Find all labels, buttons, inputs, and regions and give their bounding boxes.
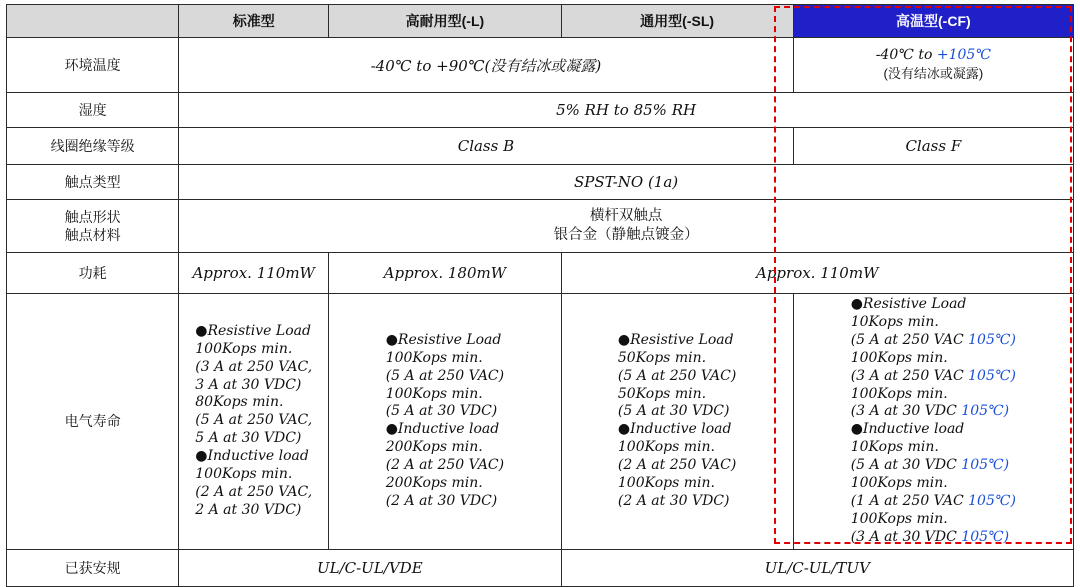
row-contact-type: [7, 165, 1074, 200]
life-line: (2 A at 30 VDC): [385, 492, 498, 509]
life-line: 10Kops min.: [850, 313, 939, 330]
table-header-row: [7, 5, 1074, 38]
life-line: ●Resistive Load: [385, 331, 502, 348]
value-contact-form-material: [179, 200, 1074, 253]
header-general-sl: 通用型(-SL): [561, 5, 793, 38]
value-approvals-left: UL/C-UL/VDE: [179, 549, 561, 586]
value-approvals-right: UL/C-UL/TUV: [561, 549, 1074, 586]
row-ambient-temperature: [7, 38, 1074, 93]
value-contact-material: 银合金（静触点镀金）: [553, 227, 699, 243]
row-electrical-life: [7, 294, 1074, 550]
life-line: 100Kops min.: [850, 475, 948, 492]
life-line: 100Kops min.: [850, 385, 948, 402]
life-line: (5 A at 30 VDC 105℃): [850, 457, 1010, 474]
label-contact-type: 触点类型: [7, 165, 179, 200]
life-line: (2 A at 250 VAC): [385, 457, 505, 474]
life-line: 3 A at 30 VDC): [195, 376, 302, 393]
value-power-standard: Approx. 110mW: [179, 253, 329, 294]
life-line: (5 A at 250 VAC,: [195, 412, 313, 429]
life-line: 200Kops min.: [385, 439, 483, 456]
value-contact-type: SPST-NO (1a): [179, 165, 1074, 200]
life-line: ●Inductive load: [617, 421, 732, 438]
life-line: 100Kops min.: [850, 510, 948, 527]
label-contact-material: 触点材料: [64, 227, 121, 243]
life-temp-highlight: 105℃): [968, 367, 1016, 384]
label-electrical-life: 电气寿命: [7, 294, 179, 550]
life-line: (2 A at 30 VDC): [617, 492, 730, 509]
life-line: 10Kops min.: [850, 439, 939, 456]
spec-sheet: [0, 4, 1080, 577]
label-approvals: 已获安规: [7, 549, 179, 586]
label-ambient-temperature: 环境温度: [7, 38, 179, 93]
value-coil-class-merged: Class B: [179, 128, 794, 165]
value-ambient-temperature-merged: -40℃ to +90℃(没有结冰或凝露): [179, 38, 794, 93]
life-line: (3 A at 30 VDC 105℃): [850, 403, 1010, 420]
row-coil-insulation-class: [7, 128, 1074, 165]
ambient-cf-range-prefix: -40℃ to: [875, 47, 937, 64]
life-line: (5 A at 250 VAC 105℃): [850, 331, 1016, 348]
life-line: 2 A at 30 VDC): [195, 501, 302, 518]
life-line: (5 A at 250 VAC): [617, 367, 737, 384]
life-line: ●Resistive Load: [617, 331, 734, 348]
life-line: 100Kops min.: [385, 349, 483, 366]
label-humidity: 湿度: [7, 93, 179, 128]
row-humidity: [7, 93, 1074, 128]
life-temp-highlight: 105℃): [968, 492, 1016, 509]
life-temp-highlight: 105℃): [961, 457, 1010, 474]
life-line: (2 A at 250 VAC): [617, 457, 737, 474]
life-line: (5 A at 30 VDC): [617, 403, 730, 420]
life-line: (5 A at 250 VAC): [385, 367, 505, 384]
value-power-sl-cf: Approx. 110mW: [561, 253, 1074, 294]
life-line: 50Kops min.: [617, 385, 707, 402]
life-line: 80Kops min.: [195, 394, 284, 411]
value-life-sl: [561, 294, 793, 550]
life-line: (3 A at 250 VAC 105℃): [850, 367, 1016, 384]
life-line: ●Inductive load: [850, 421, 965, 438]
life-temp-highlight: 105℃): [961, 528, 1010, 545]
life-line: 50Kops min.: [617, 349, 707, 366]
value-ambient-temperature-cf: [793, 38, 1073, 93]
life-line: 100Kops min.: [850, 349, 948, 366]
ambient-cf-note: (没有结冰或凝露): [883, 66, 984, 81]
value-life-cf: [793, 294, 1073, 550]
life-temp-highlight: 105℃): [968, 331, 1016, 348]
ambient-cf-range-high: +105℃: [936, 47, 991, 64]
value-life-standard: [179, 294, 329, 550]
life-line: ●Resistive Load: [850, 296, 967, 312]
value-contact-form: 横杆双触点: [589, 208, 663, 225]
life-line: ●Inductive load: [195, 448, 309, 465]
value-coil-class-cf: Class F: [793, 128, 1073, 165]
life-line: ●Inductive load: [385, 421, 500, 438]
life-line: 5 A at 30 VDC): [195, 430, 302, 447]
life-line: 100Kops min.: [195, 466, 293, 483]
specification-table: [6, 4, 1074, 587]
label-contact-form-material: [7, 200, 179, 253]
life-line: 100Kops min.: [195, 340, 293, 357]
header-blank: [7, 5, 179, 38]
life-line: (5 A at 30 VDC): [385, 403, 498, 420]
life-temp-highlight: 105℃): [961, 403, 1010, 420]
life-line: 200Kops min.: [385, 475, 483, 492]
life-line: 100Kops min.: [385, 385, 483, 402]
label-contact-form: 触点形状: [64, 208, 121, 225]
label-power-consumption: 功耗: [7, 253, 179, 294]
header-standard: 标准型: [179, 5, 329, 38]
life-line: (1 A at 250 VAC 105℃): [850, 492, 1016, 509]
life-line: ●Resistive Load: [195, 322, 311, 339]
life-line: (3 A at 30 VDC 105℃): [850, 528, 1010, 545]
life-line: (2 A at 250 VAC,: [195, 484, 313, 501]
header-durable-l: 高耐用型(-L): [329, 5, 561, 38]
row-power-consumption: [7, 253, 1074, 294]
value-humidity: 5% RH to 85% RH: [179, 93, 1074, 128]
life-line: 100Kops min.: [617, 475, 715, 492]
life-line: (3 A at 250 VAC,: [195, 358, 313, 375]
row-approvals: [7, 549, 1074, 586]
life-line: 100Kops min.: [617, 439, 715, 456]
label-coil-insulation-class: 线圈绝缘等级: [7, 128, 179, 165]
row-contact-form-material: [7, 200, 1074, 253]
header-hightemp-cf: 高温型(-CF): [793, 5, 1073, 38]
value-power-l: Approx. 180mW: [329, 253, 561, 294]
value-life-l: [329, 294, 561, 550]
